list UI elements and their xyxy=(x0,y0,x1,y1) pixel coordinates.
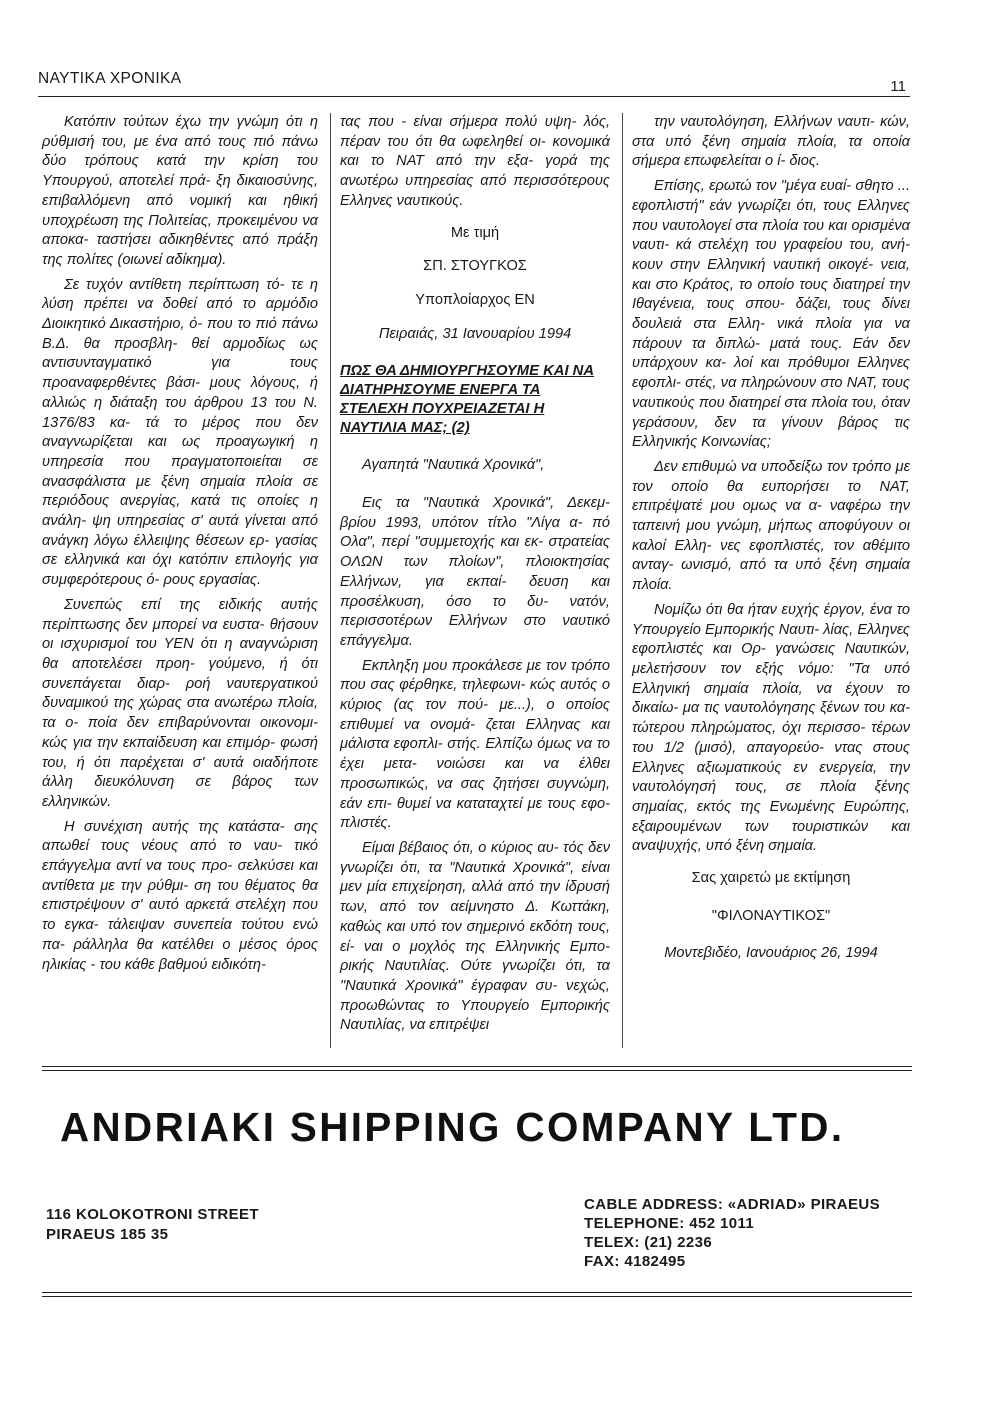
paragraph: τας που - είναι σήμερα πολύ υψη- λός, πέραν του ότι θα ωφεληθεί οι- κονομικά και το ΝΑΤ από την εξα- γορά της ανωτέρω υπηρεσίας από περισσότερους Ελληνες ναυτικούς. xyxy=(340,114,610,209)
advert-contacts xyxy=(584,1195,880,1271)
advert-bottom-rule xyxy=(42,1296,912,1297)
paragraph: Κατόπιν τούτων έχω την γνώμη ότι η ρύθμισή του, με ένα από τους πιό πάνω δύο τρόπους κατά την κρίση του Υπουργού, αποτελεί πρά- ξη δικαιοσύνης, επιβαλλόμενη από νομική και ηθική υποχρέωση της Πολιτείας, προκειμένου να αποκα- ταστήσει αδικηθέντες από πράξη της πολίτες (οιωνεί αδίκημα). xyxy=(42,114,318,268)
column-1 xyxy=(42,113,318,980)
advert-fax: FAX: 4182495 xyxy=(584,1253,686,1270)
column-2 xyxy=(340,113,610,1041)
page-number: 11 xyxy=(890,78,906,95)
salutation: Αγαπητά "Ναυτικά Χρονικά", xyxy=(362,457,545,474)
page-header xyxy=(38,66,910,97)
rank: Υποπλοίαρχος ΕΝ xyxy=(415,291,535,308)
article-heading xyxy=(340,362,610,438)
paragraph: Συνεπώς επί της ειδικής αυτής περίπτωσης δεν μπορεί να ευστα- θήσουν οι ισχυρισμοί του ΥΕΝ ότι η αναγνώριση θα αποτελέσει προη- γούμενο, ή ότι συνεπάγεται διαρ- ροή ναυτεργατικού δυναμικού της χώρας στα ανωτέρω πλοία, τα ο- ποία δεν επιβαρύνονται οικονομι- κώς για την εκπαίδευση και επιμόρ- φωσή του, ή ότι παρέχεται σ' αυτά οιαδήποτε άλλη διευκόλυνση σε βάρος των ελληνικών. xyxy=(42,596,318,810)
advert-city: PIRAEUS 185 35 xyxy=(46,1226,169,1243)
advert-address xyxy=(46,1205,259,1245)
advert-top-rule xyxy=(42,1070,912,1071)
advert-telephone: TELEPHONE: 452 1011 xyxy=(584,1215,755,1232)
paragraph: Νομίζω ότι θα ήταν ευχής έργον, ένα το Υπουργείο Εμπορικής Ναυτι- λίας, Ελληνες εφοπλιστές και Ορ- γανώσεις Ναυτικών, μελετήσουν τον εξής νόμο: "Τα υπό Ελληνική σημαία πλοία, να έχουν το δικαίω- μα τις ναυτολόγησης ξένων του κα- τώτερου πληρώματος, όχι περισσο- τέρων του 1/2 (μισό), απαγορεύο- ντας στους Ελληνες αξιωματικούς εν ενεργεία, την ναυτολόγησή τους, σε πλοία ξένης σημαίας, εκτός της Ενωμένης Ευρώπης, εξαιρουμένων των τουριστικών και αναψυχής, υπό ξένη σημαία. xyxy=(632,601,910,855)
column-divider xyxy=(330,113,331,1048)
paragraph: Η συνέχιση αυτής της κατάστα- σης απωθεί τους νέους από το ναυ- τικό επάγγελμα αντί να τους προ- σελκύσει και αντίθετα με την ρύθμι- ση του θέματος θα επιστρέψουν σ' αυτό αρκετά στελέχη που το εγκα- τάλειψαν συνεπεία τούτου ενώ πα- ράλληλα θα κατέλθει ο μέσος όρος ηλικίας - του κάθε βαθμού ειδικότη- xyxy=(42,818,318,973)
paragraph: Εκπληξη μου προκάλεσε με τον τρόπο που σας φέρθηκε, τηλεφωνι- κώς αυτός ο κύριος (ας τον πού- με...), ο οποίος επιθυμεί να ονομά- ζεται Ελληνας και μάλιστα εφοπλι- στής. Ελπίζω όμως να το έχει μετα- νοιώσει και να έλθει προσωπικώς, να σας ζητήσει συγνώμη, εάν επι- θυμεί να καταταχτεί με τους εφο- πλιστές. xyxy=(340,657,610,832)
advert-cable: CABLE ADDRESS: «ADRIAD» PIRAEUS xyxy=(584,1196,881,1213)
paragraph: Είμαι βέβαιος ότι, ο κύριος αυ- τός δεν γνωρίζει ότι, τα "Ναυτικά Χρονικά", είναι μεν μία επιχείρηση, αλλά από την ίδρυσή των, από τον αείμνηστο Δ. Κωττάκη, καθώς και υπό τον σημερινό εκδότη τους, εί- ναι ο μοχλός της Ελληνικής Εμπο- ρικής Ναυτιλίας. Ούτε γνωρίζει ότι, τα "Ναυτικά Χρονικά" έγραφαν συ- νεχώς, προωθώντας το Υπουργείο Εμπορικής Ναυτιλίας, να επιτρέψει xyxy=(340,839,610,1034)
advert-telex: TELEX: (21) 2236 xyxy=(584,1234,713,1251)
advert-street: 116 KOLOKOTRONI STREET xyxy=(46,1206,259,1223)
article-heading-text: ΠΩΣ ΘΑ ΔΗΜΙΟΥΡΓΗΣΟΥΜΕ ΚΑΙ ΝΑ ΔΙΑΤΗΡΗΣΟΥΜΕ ΕΝΕΡΓΑ ΤΑ ΣΤΕΛΕΧΗ ΠΟΥΧΡΕΙΑΖΕΤΑΙ Η ΝΑΥΤΙΛΙΑ ΜΑΣ; (2) xyxy=(340,363,595,437)
paragraph: την ναυτολόγηση, Ελλήνων ναυτι- κών, στα υπό ξένη σημαία πλοία, τα οποία σήμερα επωφελείται ο ί- διος. xyxy=(632,114,910,170)
advert-top-rule xyxy=(42,1066,912,1067)
closing: Με τιμή xyxy=(450,224,500,241)
paragraph: Σε τυχόν αντίθετη περίπτωση τό- τε η λύση πρέπει να δοθεί από το αρμόδιο Διοικητικό Δικαστήριο, ό- που το πιό πάνω Β.Δ. θα προσβλη- θεί αρμοδίως ως αντισυνταγματικό για τους προαναφερθέντες βάσι- μους λόγους, ή αλλιώς η διάταξη του άρθρου 13 του Ν. 1376/83 κα- τά το μέρος που δεν αναγνωρίζεται και ως προαγωγική η υπηρεσία που πραγματοποιείται σε ανασφάλιστα με ξένη σημαία πλοία σε περιόδους ανεργίας, κατά τις οποίες η ανάλη- ψη υπηρεσίας σ' αυτά γίνεται από ανάγκη λόγω έλλειψης θέσεων ερ- γασίας σε ελληνικά και όχι κατόπιν επιλογής για συμφερότερους ό- ρους εργασίας. xyxy=(42,276,318,589)
place-date: Πειραιάς, 31 Ιανουαρίου 1994 xyxy=(378,325,572,342)
column-3 xyxy=(632,113,910,982)
paragraph: Επίσης, ερωτώ τον "μέγα ευαί- σθητο ... εφοπλιστή" εάν γνωρίζει ότι, τους Ελληνες που ναυτολογεί στα πλοία του και ορισμένα ναυτι- κά στελέχη του γραφείου του, ανή- κουν στην Ελληνική ναυτική οικογέ- νεια, και στο Κράτος, το οποίο τους διατηρεί την Ιθαγένεια, τους σπου- δάζει, τους δίνει δουλειά στα Ελλη- νικά πλοία για να πάρουν τα διπλώ- ματά τους. Εάν δεν υπάρχουν κα- λοί και πρόθυμοι Ελληνες εφοπλι- στές, να πληρώνουν στο ΝΑΤ, τους ναυτικούς που διατηρεί στα πλοία του, όταν γεράσουν, δεν τα γίνουν βάρος τις Ελληνικής Κοινωνίας; xyxy=(632,178,910,451)
paragraph: Δεν επιθυμώ να υποδείξω τον τρόπο με τον οποίο θα ευπορήσει το ΝΑΤ, επιτρέψατέ μου ομως να α- ναφέρω την ταπεινή μου γνώμη, μήπως αποφύγουν οι καλοί Ελλη- νες εφοπλιστές, τον αθέμιτο ανταγ- ωνισμό, από τα υπό ξένη σημαία πλοία. xyxy=(632,458,910,594)
closing: Σας χαιρετώ με εκτίμηση xyxy=(691,870,851,887)
advert-bottom-rule xyxy=(42,1292,912,1293)
signatory: ΣΠ. ΣΤΟΥΓΚΟΣ xyxy=(423,258,527,275)
running-title: ΝΑΥΤΙΚΑ ΧΡΟΝΙΚΑ xyxy=(38,70,182,87)
column-divider xyxy=(622,113,623,1048)
advert-company-name: ANDRIAKI SHIPPING COMPANY LTD. xyxy=(60,1104,845,1150)
paragraph: Εις τα "Ναυτικά Χρονικά", Δεκεμ- βρίου 1993, υπότον τίτλο "Λίγα α- πό Ολα", περί "συμμετοχής και εκ- στρατείας ΟΛΩΝ των πλοίων", πλοιοκτησίας Ελλήνων, για εκπαί- δευση και προσέλκυση, όσο το δυ- νατόν, περισσοτέρων Ελλήνων στο ναυτικό επάγγελμα. xyxy=(340,495,610,649)
signatory: "ΦΙΛΟΝΑΥΤΙΚΟΣ" xyxy=(711,907,831,924)
place-date: Μοντεβιδέο, Ιανουάριος 26, 1994 xyxy=(664,945,878,962)
